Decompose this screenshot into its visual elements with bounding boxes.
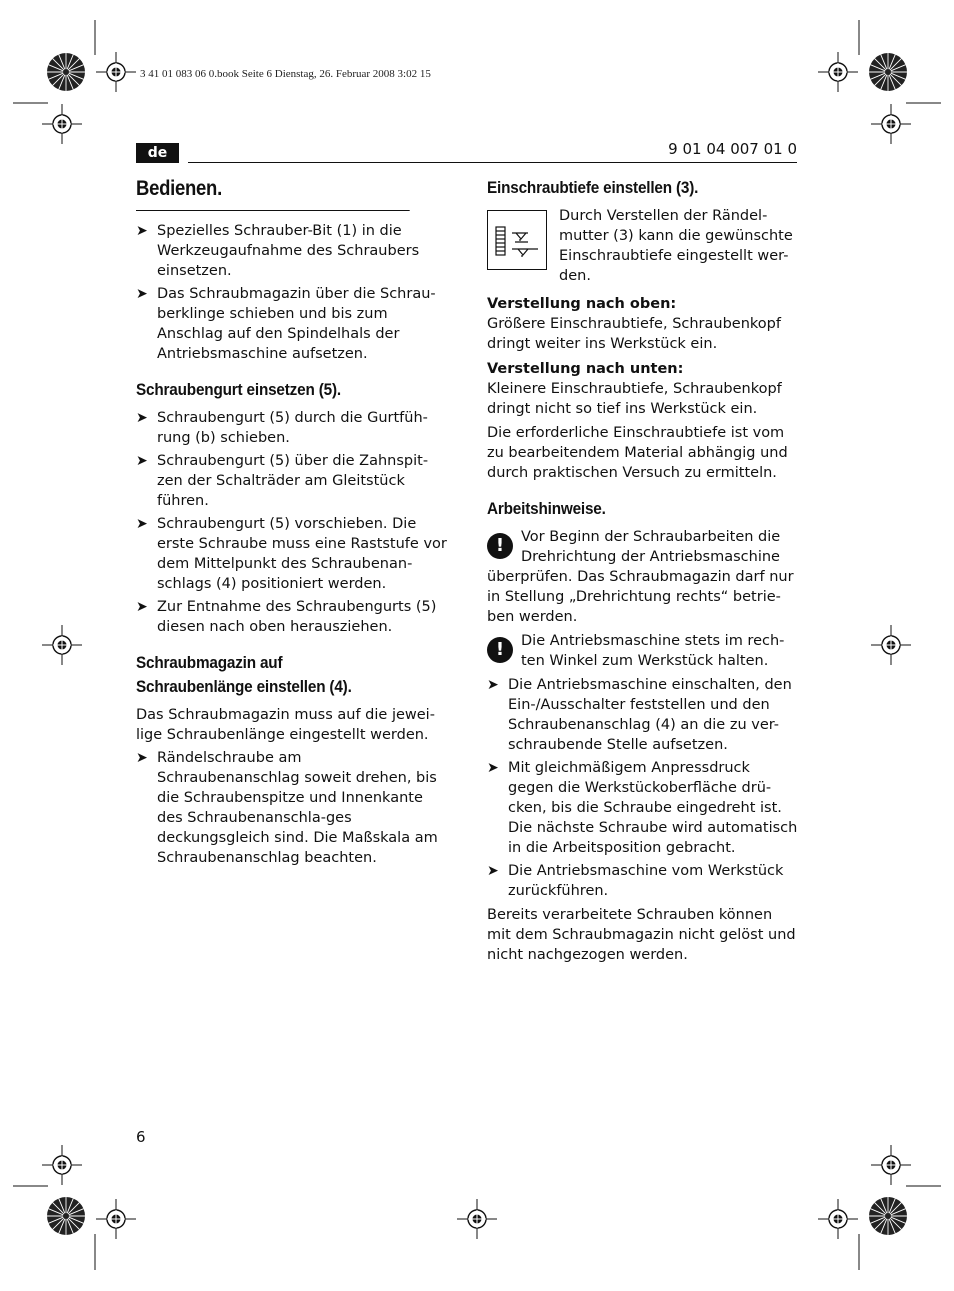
depth-text: Durch Verstellen der Rändel-mutter (3) kann die gewünschte Einschraubtiefe eingestellt wer-den.	[559, 208, 793, 284]
intro-steps	[136, 221, 447, 364]
length-steps	[136, 748, 447, 868]
warning-text: Vor Beginn der Schraubarbeiten die Drehrichtung der Antriebsmaschine überprüfen. Das Schraubmagazin darf nur in Stellung „Drehrichtung rechts“ betrie-ben werden.	[487, 529, 794, 625]
step-text: Mit gleichmäßigem Anpressdruck gegen die Werkstückoberfläche drü-cken, bis die Schraube eingedreht ist. Die nächste Schraube wird automatisch in die Arbeitsposition gebracht.	[508, 760, 798, 856]
warning-text: Die Antriebsmaschine stets im rech-ten Winkel zum Werkstück halten.	[521, 633, 785, 669]
print-info-line: 3 41 01 083 06 0.book Seite 6 Dienstag, 26. Februar 2008 3:02 15	[140, 68, 431, 80]
list-item	[136, 451, 447, 511]
step-text: Schraubengurt (5) vorschieben. Die erste Schraube muss eine Raststufe vor dem Mittelpunkt des Schraubenan-schlags (4) positioniert werden.	[157, 516, 447, 592]
step-text: Die Antriebsmaschine einschalten, den Ein-/Ausschalter feststellen und den Schraubenanschlag (4) an die zu ver-schraubende Stelle aufsetzen.	[508, 677, 792, 753]
arrow-icon: ➤	[487, 760, 499, 776]
list-item	[136, 748, 447, 868]
step-text: Schraubengurt (5) durch die Gurtfüh-rung (b) schieben.	[157, 410, 428, 446]
depth-note: Die erforderliche Einschraubtiefe ist vom zu bearbeitendem Material abhängig und durch praktischen Versuch zu ermitteln.	[487, 425, 788, 481]
heading-working-tips: Arbeitshinweise.	[487, 499, 606, 518]
arrow-icon: ➤	[136, 286, 148, 302]
arrow-icon: ➤	[487, 863, 499, 879]
depth-adjust-icon	[487, 210, 547, 270]
step-text: Das Schraubmagazin über die Schrau-berklinge schieben und bis zum Anschlag auf den Spindelhals der Antriebsmaschine aufsetzen.	[157, 286, 436, 362]
label-adjust-down: Verstellung nach unten:	[487, 361, 684, 377]
up-text: Größere Einschraubtiefe, Schraubenkopf dringt weiter ins Werkstück ein.	[487, 316, 781, 352]
warning-icon: !	[487, 637, 513, 663]
closing-text: Bereits verarbeitete Schrauben können mit dem Schraubmagazin nicht gelöst und nicht nachgezogen werden.	[487, 907, 796, 963]
list-item	[136, 284, 447, 364]
warning-block	[487, 631, 799, 671]
step-text: Die Antriebsmaschine vom Werkstück zurückführen.	[508, 863, 784, 899]
heading-length	[136, 651, 447, 699]
left-column	[136, 176, 447, 871]
right-column	[487, 176, 799, 968]
tips-steps	[487, 675, 799, 901]
section-title-operation: Bedienen.	[136, 176, 410, 211]
heading-belt: Schraubengurt einsetzen (5).	[136, 380, 341, 399]
arrow-icon: ➤	[136, 599, 148, 615]
arrow-icon: ➤	[136, 516, 148, 532]
warning-block	[487, 527, 799, 627]
list-item	[487, 758, 799, 858]
step-text: Zur Entnahme des Schraubengurts (5) diesen nach oben herausziehen.	[157, 599, 437, 635]
belt-steps	[136, 408, 447, 637]
warning-icon: !	[487, 533, 513, 559]
list-item	[136, 408, 447, 448]
step-text: Rändelschraube am Schraubenanschlag soweit drehen, bis die Schraubenspitze und Innenkante des Schraubenanschla-ges deckungsgleich sind. Die Maßskala am Schraubenanschlag beachten.	[157, 750, 438, 866]
arrow-icon: ➤	[136, 750, 148, 766]
language-tab: de	[136, 143, 179, 163]
step-text: Spezielles Schrauber-Bit (1) in die Werkzeugaufnahme des Schraubers einsetzen.	[157, 223, 420, 279]
step-text: Schraubengurt (5) über die Zahnspit-zen der Schalträder am Gleitstück führen.	[157, 453, 429, 509]
list-item	[136, 514, 447, 594]
header-rule	[188, 162, 797, 163]
arrow-icon: ➤	[136, 410, 148, 426]
list-item	[136, 221, 447, 281]
list-item	[136, 597, 447, 637]
heading-depth: Einschraubtiefe einstellen (3).	[487, 178, 699, 197]
arrow-icon: ➤	[136, 453, 148, 469]
label-adjust-up: Verstellung nach oben:	[487, 296, 677, 312]
page-number: 6	[136, 1128, 146, 1146]
document-number: 9 01 04 007 01 0	[668, 140, 797, 158]
arrow-icon: ➤	[487, 677, 499, 693]
arrow-icon: ➤	[136, 223, 148, 239]
list-item	[487, 861, 799, 901]
down-text: Kleinere Einschraubtiefe, Schraubenkopf dringt nicht so tief ins Werkstück ein.	[487, 381, 782, 417]
length-text: Das Schraubmagazin muss auf die jewei-lige Schraubenlänge eingestellt werden.	[136, 707, 435, 743]
heading-line: Schraubmagazin auf	[136, 653, 283, 672]
list-item	[487, 675, 799, 755]
heading-line: Schraubenlänge einstellen (4).	[136, 677, 352, 696]
